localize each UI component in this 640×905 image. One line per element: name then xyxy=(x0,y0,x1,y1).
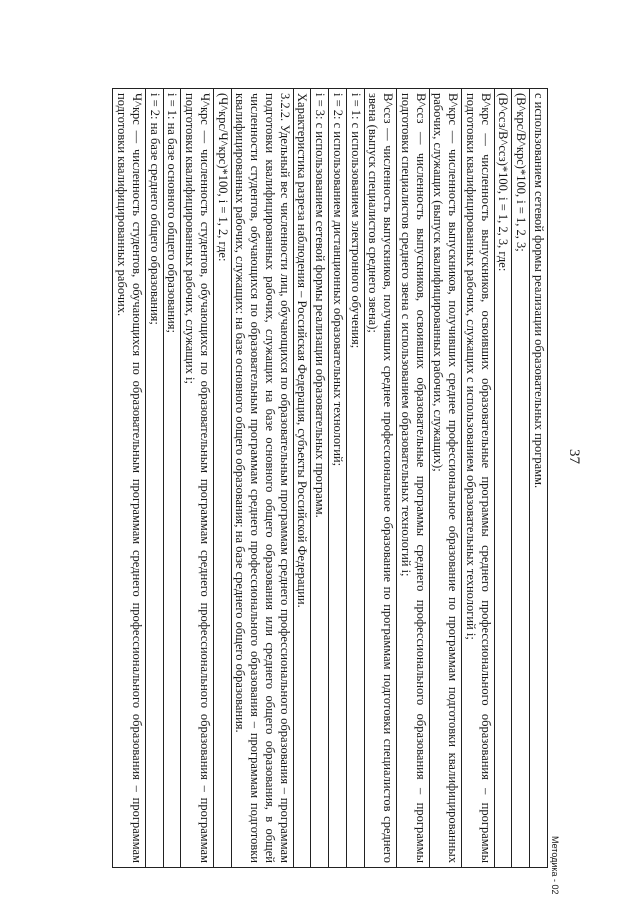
table-row xyxy=(311,89,329,868)
table-row xyxy=(293,89,311,868)
table-row xyxy=(146,89,164,868)
table-cell: Характеристика разреза наблюдения – Российская Федерация, субъекты Российской Федерации. xyxy=(293,89,311,868)
table-row xyxy=(530,89,548,868)
table-cell: (В^крс/В^крс)*100, i = 1, 2, 3; xyxy=(512,89,530,868)
table-cell: В^ссз — численность выпускников, получивших среднее профессиональное образование по программам подготовки специалистов среднего звена (выпуск специалистов среднего звена); xyxy=(364,89,397,868)
table-row xyxy=(113,89,146,868)
table-row xyxy=(347,89,365,868)
table-row xyxy=(429,89,462,868)
table-row xyxy=(214,89,232,868)
table-cell: В^крс — численность выпускников, освоивших образовательные программы среднего профессионального образования – программы подготовки квалифицированных рабочих, служащих с использованием образовательных технологий i; xyxy=(462,89,495,868)
table-row xyxy=(494,89,512,868)
table-cell: i = 2: на базе среднего общего образования; xyxy=(146,89,164,868)
table-row xyxy=(181,89,214,868)
table-cell: Ч^крс — численность студентов, обучающихся по образовательным программам среднего профессионального образования – программам подготовки квалифицированных рабочих. xyxy=(113,89,146,868)
table-row xyxy=(512,89,530,868)
table-cell: (Ч^крс/Ч^крс)*100, i = 1, 2, где: xyxy=(214,89,232,868)
table-cell: В^крс — численность выпускников, получивших среднее профессиональное образование по программам подготовки квалифицированных рабочих, служащих (выпуск квалифицированных рабочих, служащих); xyxy=(429,89,462,868)
table-cell: i = 1: с использованием электронного обучения; xyxy=(347,89,365,868)
table-cell: i = 1: на базе основного общего образования; xyxy=(163,89,181,868)
table-cell: 3.2.2. Удельный вес численности лиц, обучающихся по образовательным программам среднего профессионального образования – программам подготовки квалифицированных рабочих, служащих на базе основного общего образования или среднего общего образования, в общей численности студентов, обучающихся по образовательным программам среднего профессионального образования – программам подготовки квалифицированных рабочих, служащих: на базе основного общего образования; на базе среднего общего образования. xyxy=(231,89,293,868)
table-cell: Ч^крс — численность студентов, обучающихся по образовательным программам среднего профессионального образования – программам подготовки квалифицированных рабочих, служащих i; xyxy=(181,89,214,868)
table-row xyxy=(462,89,495,868)
page-number: 37 xyxy=(566,449,582,464)
table-row xyxy=(364,89,397,868)
table-row xyxy=(231,89,293,868)
footer-label: Методика - 02 xyxy=(550,836,560,895)
table-row xyxy=(163,89,181,868)
table-body xyxy=(113,89,548,868)
table-row xyxy=(397,89,430,868)
table-cell: (В^ссз/В^ссз)*100, i = 1, 2, 3, где: xyxy=(494,89,512,868)
rotated-document-table xyxy=(56,88,548,868)
table-cell: В^ссз — численность выпускников, освоивших образовательные программы среднего профессионального образования – программы подготовки специалистов среднего звена с использованием образовательных технологий i; xyxy=(397,89,430,868)
methodology-table xyxy=(113,88,549,868)
table-cell: с использованием сетевой формы реализации образовательных программ. xyxy=(530,89,548,868)
table-cell: i = 3: с использованием сетевой формы реализации образовательных программ. xyxy=(311,89,329,868)
table-cell: i = 2: с использованием дистанционных образовательных технологий; xyxy=(329,89,347,868)
table-row xyxy=(329,89,347,868)
